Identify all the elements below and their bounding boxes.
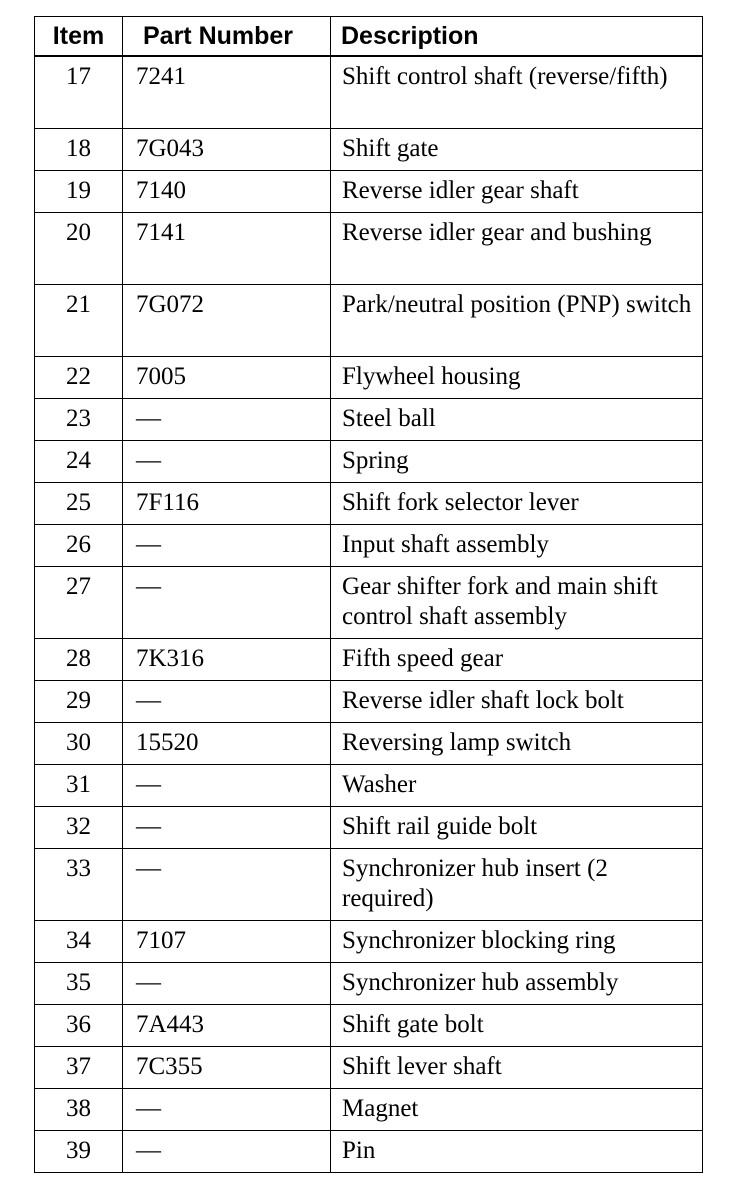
table-row xyxy=(35,681,703,723)
table-row xyxy=(35,525,703,567)
description-cell: Synchronizer blocking ring xyxy=(331,921,703,963)
item-cell: 34 xyxy=(35,921,123,963)
description-cell: Reverse idler shaft lock bolt xyxy=(331,681,703,723)
part-number-cell: — xyxy=(123,765,331,807)
table-row xyxy=(35,567,703,639)
table-body xyxy=(35,56,703,1173)
description-cell: Shift control shaft (reverse/fifth) xyxy=(331,56,703,129)
table-row xyxy=(35,357,703,399)
description-cell: Flywheel housing xyxy=(331,357,703,399)
description-cell: Shift rail guide bolt xyxy=(331,807,703,849)
part-number-cell: 7F116 xyxy=(123,483,331,525)
description-cell: Gear shifter fork and main shift control shaft assembly xyxy=(331,567,703,639)
part-number-cell: 7G072 xyxy=(123,285,331,357)
part-number-cell: 7A443 xyxy=(123,1005,331,1047)
table-row xyxy=(35,483,703,525)
table-row xyxy=(35,1089,703,1131)
part-number-cell: — xyxy=(123,525,331,567)
part-number-cell: 7241 xyxy=(123,56,331,129)
table-row xyxy=(35,1005,703,1047)
table-row xyxy=(35,1047,703,1089)
header-part-number: Part Number xyxy=(123,17,331,57)
item-cell: 22 xyxy=(35,357,123,399)
table-row xyxy=(35,129,703,171)
part-number-cell: — xyxy=(123,441,331,483)
table-row xyxy=(35,213,703,285)
table-row xyxy=(35,441,703,483)
item-cell: 24 xyxy=(35,441,123,483)
item-cell: 29 xyxy=(35,681,123,723)
item-cell: 18 xyxy=(35,129,123,171)
part-number-cell: 7107 xyxy=(123,921,331,963)
description-cell: Shift lever shaft xyxy=(331,1047,703,1089)
description-cell: Synchronizer hub insert (2 required) xyxy=(331,849,703,921)
table-row xyxy=(35,963,703,1005)
table-row xyxy=(35,399,703,441)
item-cell: 26 xyxy=(35,525,123,567)
parts-table xyxy=(34,16,703,1173)
item-cell: 37 xyxy=(35,1047,123,1089)
description-cell: Fifth speed gear xyxy=(331,639,703,681)
item-cell: 35 xyxy=(35,963,123,1005)
table-row xyxy=(35,921,703,963)
description-cell: Pin xyxy=(331,1131,703,1173)
description-cell: Magnet xyxy=(331,1089,703,1131)
table-row xyxy=(35,639,703,681)
item-cell: 31 xyxy=(35,765,123,807)
table-row xyxy=(35,285,703,357)
item-cell: 19 xyxy=(35,171,123,213)
part-number-cell: — xyxy=(123,399,331,441)
description-cell: Reverse idler gear and bushing xyxy=(331,213,703,285)
description-cell: Shift gate bolt xyxy=(331,1005,703,1047)
part-number-cell: — xyxy=(123,681,331,723)
header-description: Description xyxy=(331,17,703,57)
part-number-cell: 7005 xyxy=(123,357,331,399)
table-row xyxy=(35,723,703,765)
item-cell: 27 xyxy=(35,567,123,639)
item-cell: 21 xyxy=(35,285,123,357)
description-cell: Steel ball xyxy=(331,399,703,441)
item-cell: 17 xyxy=(35,56,123,129)
description-cell: Spring xyxy=(331,441,703,483)
part-number-cell: — xyxy=(123,963,331,1005)
part-number-cell: 7C355 xyxy=(123,1047,331,1089)
description-cell: Input shaft assembly xyxy=(331,525,703,567)
item-cell: 28 xyxy=(35,639,123,681)
item-cell: 33 xyxy=(35,849,123,921)
header-item: Item xyxy=(35,17,123,57)
table-row xyxy=(35,807,703,849)
item-cell: 25 xyxy=(35,483,123,525)
header-row xyxy=(35,17,703,57)
part-number-cell: — xyxy=(123,1131,331,1173)
part-number-cell: 7140 xyxy=(123,171,331,213)
part-number-cell: — xyxy=(123,1089,331,1131)
description-cell: Synchronizer hub assembly xyxy=(331,963,703,1005)
part-number-cell: — xyxy=(123,567,331,639)
table-row xyxy=(35,171,703,213)
part-number-cell: 7G043 xyxy=(123,129,331,171)
part-number-cell: — xyxy=(123,807,331,849)
part-number-cell: 15520 xyxy=(123,723,331,765)
part-number-cell: 7K316 xyxy=(123,639,331,681)
item-cell: 20 xyxy=(35,213,123,285)
item-cell: 32 xyxy=(35,807,123,849)
description-cell: Park/neutral position (PNP) switch xyxy=(331,285,703,357)
part-number-cell: 7141 xyxy=(123,213,331,285)
description-cell: Shift gate xyxy=(331,129,703,171)
item-cell: 39 xyxy=(35,1131,123,1173)
item-cell: 30 xyxy=(35,723,123,765)
item-cell: 38 xyxy=(35,1089,123,1131)
description-cell: Washer xyxy=(331,765,703,807)
item-cell: 23 xyxy=(35,399,123,441)
table-header xyxy=(35,17,703,57)
part-number-cell: — xyxy=(123,849,331,921)
item-cell: 36 xyxy=(35,1005,123,1047)
table-row xyxy=(35,1131,703,1173)
description-cell: Reverse idler gear shaft xyxy=(331,171,703,213)
table-row xyxy=(35,849,703,921)
table-row xyxy=(35,56,703,129)
description-cell: Shift fork selector lever xyxy=(331,483,703,525)
table-row xyxy=(35,765,703,807)
description-cell: Reversing lamp switch xyxy=(331,723,703,765)
